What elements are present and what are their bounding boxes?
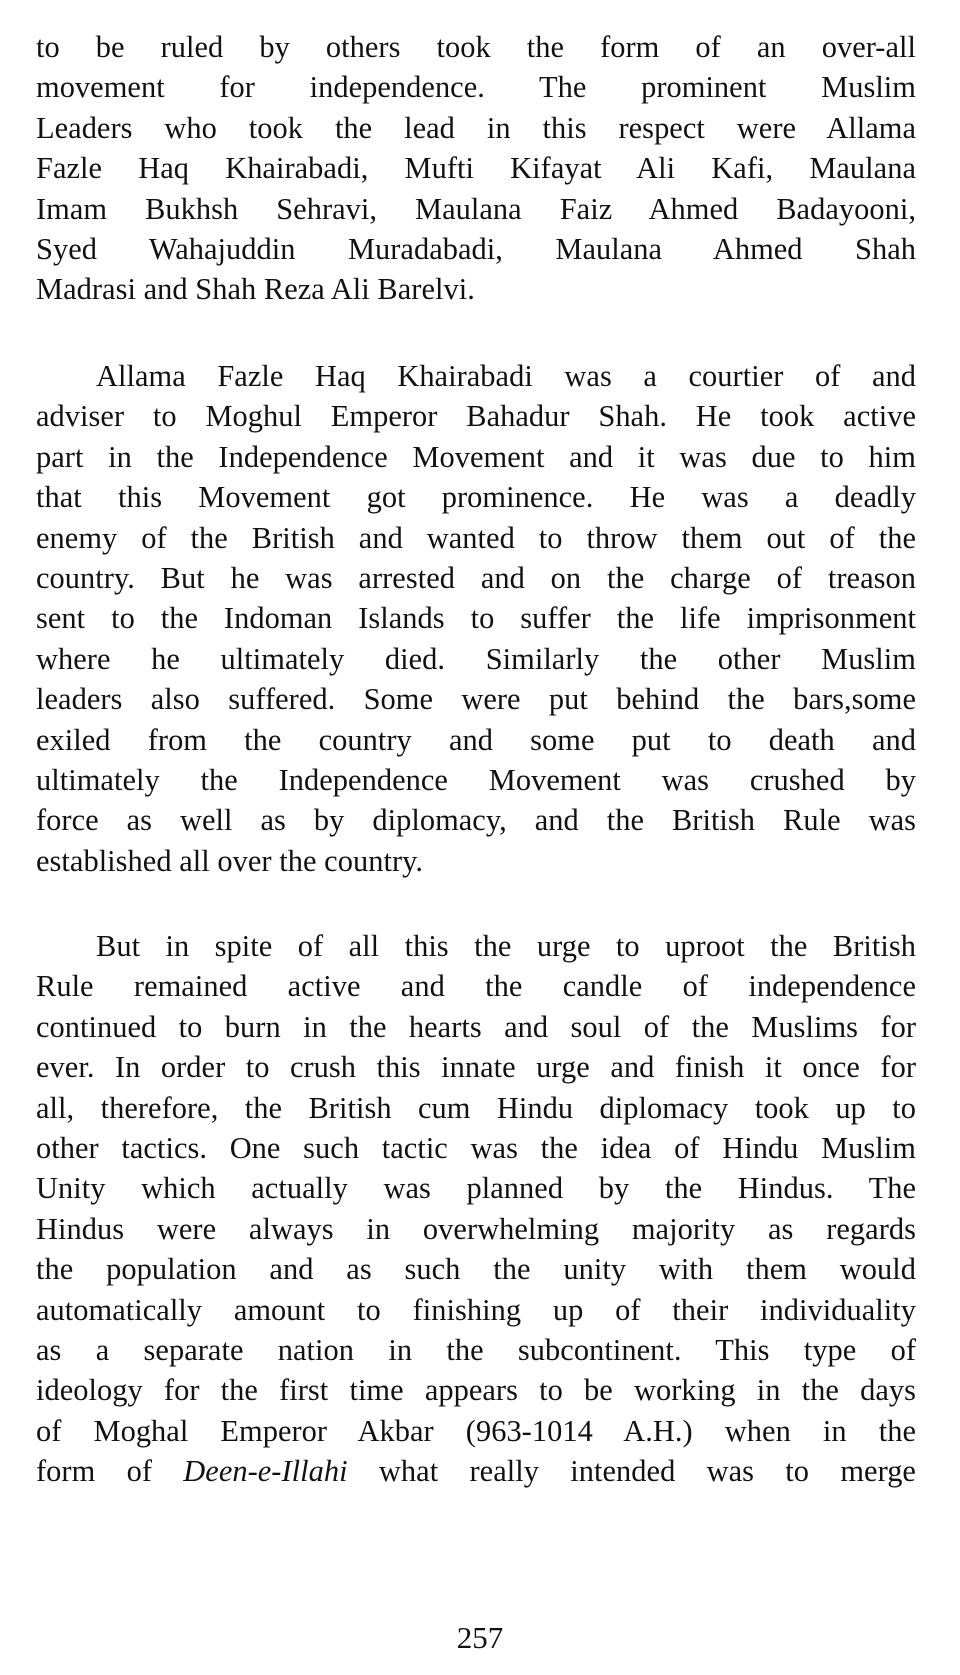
- text-line: the population and as such the unity with them would: [36, 1252, 916, 1287]
- paragraph-3: [36, 926, 916, 1491]
- text-line-final: [36, 1451, 916, 1491]
- paragraph-1: [36, 27, 916, 310]
- text-line: of Moghal Emperor Akbar (963-1014 A.H.) when in the: [36, 1413, 916, 1448]
- text-line: established all over the country.: [36, 843, 424, 878]
- page-number: 257: [456, 1620, 504, 1655]
- text-line: movement for independence. The prominent Muslim: [36, 70, 916, 105]
- text-line: sent to the Indoman Islands to suffer the life imprisonment: [36, 601, 916, 636]
- text-line: adviser to Moghul Emperor Bahadur Shah. He took active: [36, 399, 916, 434]
- text-line: Syed Wahajuddin Muradabadi, Maulana Ahmed Shah: [36, 231, 916, 266]
- text-line: Fazle Haq Khairabadi, Mufti Kifayat Ali Kafi, Maulana: [36, 151, 916, 186]
- text-line: exiled from the country and some put to death and: [36, 722, 916, 757]
- text-line: But in spite of all this the urge to uproot the British: [96, 929, 916, 963]
- text-line: Imam Bukhsh Sehravi, Maulana Faiz Ahmed Badayooni,: [36, 191, 916, 226]
- text-line: Hindus were always in overwhelming majority as regards: [36, 1211, 916, 1246]
- text-line: where he ultimately died. Similarly the other Muslim: [36, 641, 916, 676]
- text-fragment: what really intended was to merge: [347, 1454, 916, 1489]
- text-line: force as well as by diplomacy, and the British Rule was: [36, 803, 916, 838]
- text-line: to be ruled by others took the form of an over-all: [36, 30, 916, 64]
- text-line: ultimately the Independence Movement was crushed by: [36, 762, 916, 797]
- text-fragment: form of: [36, 1454, 184, 1489]
- text-line: Madrasi and Shah Reza Ali Barelvi.: [36, 272, 475, 307]
- text-line: automatically amount to finishing up of their individuality: [36, 1292, 916, 1327]
- text-line: ever. In order to crush this innate urge and finish it once for: [36, 1050, 916, 1085]
- text-line: as a separate nation in the subcontinent. This type of: [36, 1332, 916, 1367]
- text-line: ideology for the first time appears to be working in the days: [36, 1373, 916, 1408]
- paragraph-2: [36, 356, 916, 881]
- text-line: continued to burn in the hearts and soul of the Muslims for: [36, 1009, 916, 1044]
- italic-term: Deen-e-Illahi: [183, 1454, 348, 1489]
- text-line: Unity which actually was planned by the Hindus. The: [36, 1171, 916, 1206]
- text-line: part in the Independence Movement and it was due to him: [36, 439, 916, 474]
- text-line: all, therefore, the British cum Hindu diplomacy took up to: [36, 1090, 916, 1125]
- text-line: Leaders who took the lead in this respect were Allama: [36, 110, 916, 145]
- text-line: leaders also suffered. Some were put behind the bars,some: [36, 682, 916, 717]
- text-line: Allama Fazle Haq Khairabadi was a courtier of and: [96, 359, 916, 393]
- text-line: that this Movement got prominence. He was a deadly: [36, 480, 916, 515]
- text-line: other tactics. One such tactic was the idea of Hindu Muslim: [36, 1130, 916, 1165]
- text-line: enemy of the British and wanted to throw them out of the: [36, 520, 916, 555]
- text-line: country. But he was arrested and on the charge of treason: [36, 560, 916, 595]
- text-line: Rule remained active and the candle of independence: [36, 969, 916, 1004]
